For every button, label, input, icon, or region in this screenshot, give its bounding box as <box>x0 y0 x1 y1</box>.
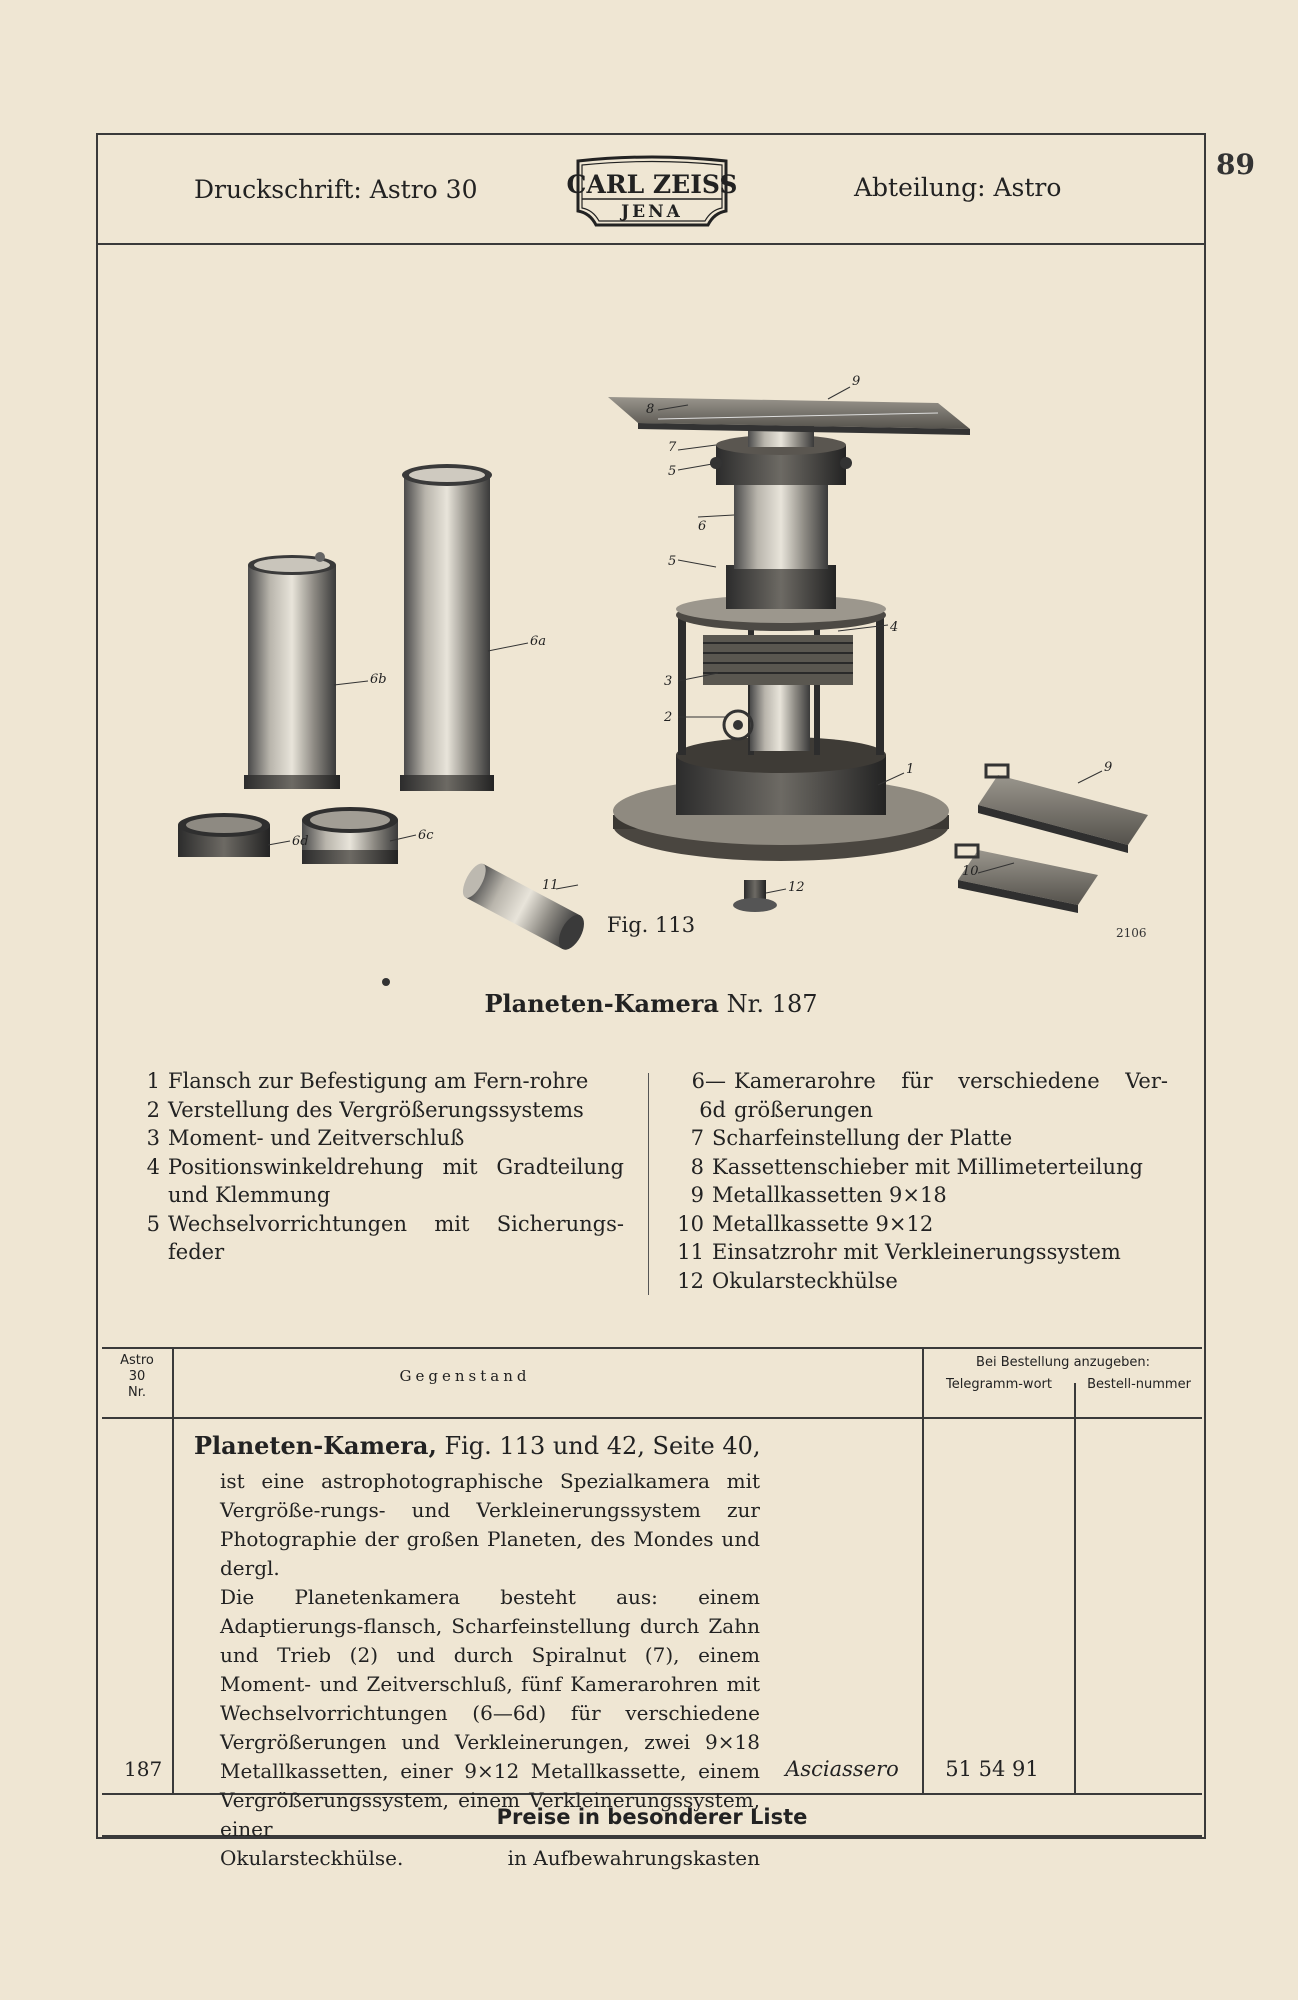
metal-cassette-10 <box>956 845 1098 913</box>
page-header <box>98 135 1204 245</box>
legend-item <box>668 1267 1168 1296</box>
entry-title-rest: Fig. 113 und 42, Seite 40, <box>436 1432 761 1460</box>
publication-label: Druckschrift: Astro 30 <box>194 175 478 204</box>
legend-item <box>134 1124 624 1153</box>
callout-8: 8 <box>646 402 655 417</box>
ring-6c <box>302 807 398 864</box>
legend-number: 11 <box>677 1240 704 1264</box>
catalog-frame <box>96 133 1206 1870</box>
callout-11: 11 <box>542 878 559 893</box>
insert-tube-11 <box>458 860 589 954</box>
callout-6: 6 <box>698 519 707 534</box>
callout-2: 2 <box>664 710 673 725</box>
legend-item <box>668 1210 1168 1239</box>
callout-6b: 6b <box>370 672 387 687</box>
zeiss-logo <box>568 155 736 233</box>
entry-title <box>194 1431 761 1460</box>
legend-text: Kamerarohre für verschiedene Ver-größerungen <box>734 1069 1168 1122</box>
legend-text: Flansch zur Befestigung am Fern-rohre <box>168 1069 589 1093</box>
product-title <box>98 989 1204 1018</box>
legend-item <box>668 1124 1168 1153</box>
legend-text: Metallkassette 9×12 <box>712 1211 934 1236</box>
legend-text: Metallkassetten 9×18 <box>712 1183 947 1207</box>
legend-right-column <box>668 1067 1168 1295</box>
page-number: 89 <box>1216 148 1255 181</box>
column-header-nr-line: Nr. <box>127 1385 146 1400</box>
legend-number: 10 <box>677 1211 704 1236</box>
callout-5-top: 5 <box>668 464 677 479</box>
legend-item <box>134 1096 624 1125</box>
logo-bottom-text: JENA <box>621 202 683 222</box>
legend-item <box>134 1153 624 1210</box>
callout-3: 3 <box>664 674 673 689</box>
callout-9: 9 <box>1104 760 1113 775</box>
callout-10: 10 <box>962 864 979 879</box>
callout-9-top: 9 <box>852 374 861 389</box>
legend-number: 9 <box>690 1183 704 1207</box>
order-info-header: Bei Bestellung anzugeben: <box>976 1355 1150 1370</box>
callout-7: 7 <box>668 440 677 455</box>
print-speck <box>382 978 390 986</box>
ring-6d <box>178 813 270 857</box>
legend-item <box>668 1181 1168 1210</box>
callout-4: 4 <box>890 620 899 635</box>
legend-item <box>668 1153 1168 1182</box>
cassette-slider-8 <box>608 397 970 435</box>
legend-number: 2 <box>146 1097 160 1122</box>
entry-last-line <box>220 1844 760 1873</box>
order-number: 51 54 91 <box>945 1757 1039 1781</box>
legend-text: Einsatzrohr mit Verkleinerungssystem <box>712 1240 1121 1264</box>
column-header-nr-line: Astro <box>120 1353 154 1368</box>
entry-paragraph: ist eine astrophotographische Spezialkamera mit Vergröße-rungs- und Verkleinerungssystem zur Photographie der großen Planeten, des Mondes und dergl. <box>220 1469 760 1580</box>
logo-top-text: CARL ZEISS <box>566 170 738 199</box>
legend-number: 3 <box>146 1126 160 1150</box>
legend-number: 4 <box>146 1154 160 1179</box>
legend-number: 12 <box>677 1268 704 1293</box>
telegram-word: Asciassero <box>785 1757 899 1781</box>
callout-6c: 6c <box>418 828 434 843</box>
callout-6a: 6a <box>530 634 547 649</box>
column-header-telegram: Telegramm-wort <box>946 1377 1052 1392</box>
department-label: Abteilung: Astro <box>854 173 1062 202</box>
callout-12: 12 <box>788 880 805 895</box>
legend-number: 1 <box>146 1069 160 1093</box>
legend-divider <box>648 1073 649 1295</box>
product-title-rest: Nr. 187 <box>718 990 818 1018</box>
callout-6d: 6d <box>292 834 309 849</box>
legend-number: 7 <box>690 1126 704 1150</box>
legend-item <box>668 1067 1168 1124</box>
planet-camera-body <box>613 425 949 861</box>
plate-number: 2106 <box>1116 926 1147 940</box>
parts-legend <box>134 1067 1174 1293</box>
eyepiece-sleeve-12 <box>733 880 777 912</box>
legend-text: Moment- und Zeitverschluß <box>168 1126 465 1150</box>
metal-cassette-9 <box>978 765 1148 853</box>
callout-5: 5 <box>668 554 677 569</box>
entry-last-right: in Aufbewahrungskasten <box>507 1846 760 1870</box>
camera-tube-6b <box>244 552 340 789</box>
legend-text: Okularsteckhülse <box>712 1268 898 1293</box>
entry-last-left: Okularsteckhülse. <box>220 1846 404 1870</box>
product-title-bold: Planeten-Kamera <box>484 989 719 1018</box>
camera-tube-6a <box>400 464 494 791</box>
legend-item <box>668 1238 1168 1267</box>
price-note: Preise in besonderer Liste <box>496 1805 808 1829</box>
column-header-nr <box>102 1353 172 1401</box>
legend-number: 8 <box>690 1154 704 1179</box>
legend-text: Scharfeinstellung der Platte <box>712 1126 1013 1150</box>
legend-text: Wechselvorrichtungen mit Sicherungs-feder <box>168 1211 624 1264</box>
order-table <box>102 1347 1202 1870</box>
legend-left-column <box>134 1067 624 1267</box>
legend-text: Positionswinkeldrehung mit Gradteilung und Klemmung <box>168 1154 624 1207</box>
legend-text: Kassettenschieber mit Millimeterteilung <box>712 1154 1143 1179</box>
entry-title-bold: Planeten-Kamera, <box>194 1431 437 1460</box>
legend-number: 5 <box>146 1211 160 1236</box>
legend-item <box>134 1067 624 1096</box>
column-header-item: Gegenstand <box>399 1367 531 1385</box>
legend-text: Verstellung des Vergrößerungssystems <box>168 1097 584 1122</box>
column-header-order-number: Bestell-nummer <box>1087 1377 1191 1392</box>
column-header-nr-line: 30 <box>128 1369 146 1384</box>
entry-paragraph: Die Planetenkamera besteht aus: einem Adaptierungs-flansch, Scharfeinstellung durch Zahn und Trieb (2) und durch Spiralnut (7), einem Moment- und Zeitverschluß, fünf Kamerarohren mit Wechselvorrichtungen (6—6d) für verschiedene Vergrößerungen und Verkleinerungen, zwei 9×18 Metallkassetten, einer 9×12 Metallkassette, einem Vergrößerungssystem, einem Verkleinerungssystem, einer <box>220 1585 760 1841</box>
legend-item <box>134 1210 624 1267</box>
legend-number: 6—6d <box>691 1069 726 1122</box>
catalog-number: 187 <box>124 1757 163 1781</box>
figure-caption: Fig. 113 <box>606 913 696 937</box>
callout-1: 1 <box>906 762 915 777</box>
